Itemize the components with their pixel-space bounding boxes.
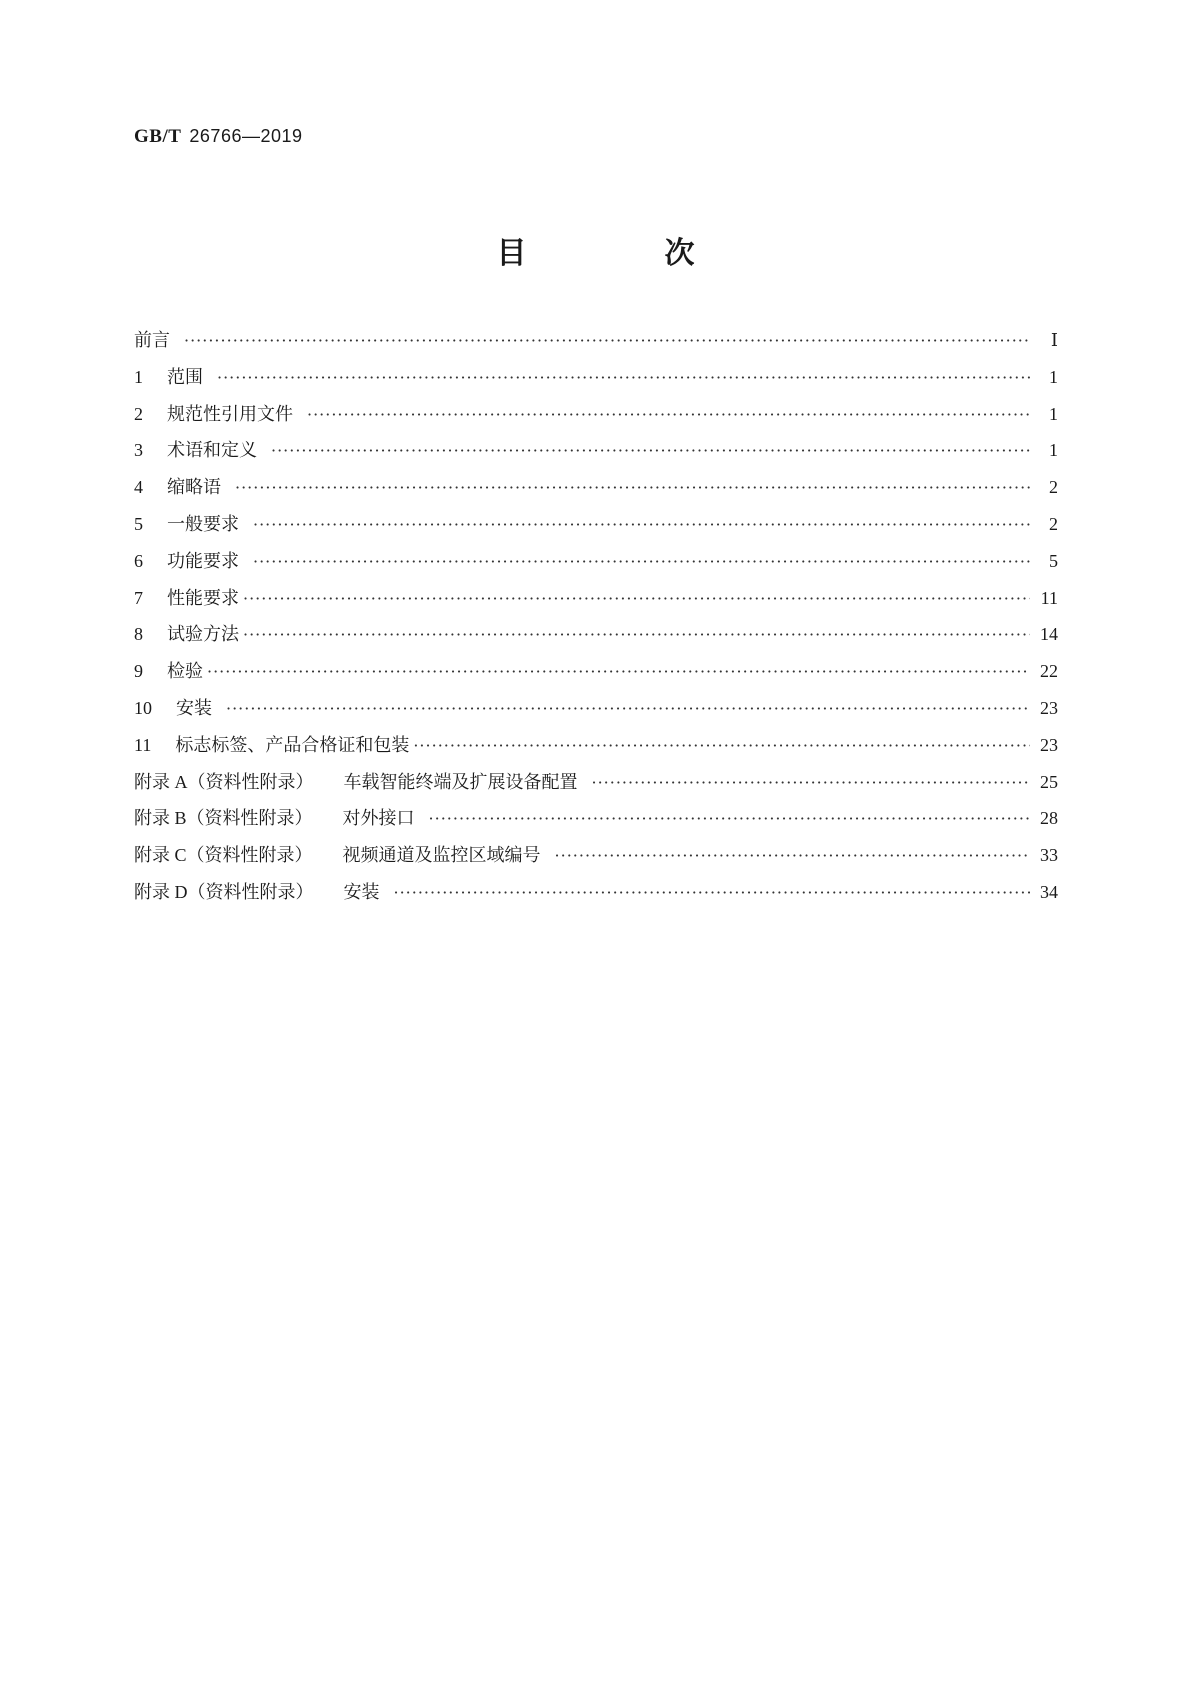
table-of-contents (134, 326, 1058, 915)
toc-entry-3[interactable] (134, 436, 1058, 473)
toc-entry-label: 检验 (167, 661, 203, 683)
dot-leader (413, 736, 1030, 755)
toc-entry-number: 1 (134, 366, 143, 387)
toc-entry-label: 一般要求 (167, 513, 239, 535)
toc-title: 目 次 (496, 236, 749, 271)
dot-leader (253, 515, 1030, 534)
toc-entry-4[interactable] (134, 473, 1058, 510)
toc-entry-2[interactable] (134, 400, 1058, 437)
standard-number: 26766—2019 (189, 126, 303, 146)
toc-entry-annex-d[interactable] (134, 878, 1058, 915)
document-identifier (134, 126, 303, 148)
dot-leader (184, 331, 1030, 350)
toc-entry-8[interactable] (134, 620, 1058, 657)
toc-entry-number: 3 (134, 440, 143, 461)
dot-leader (271, 441, 1030, 460)
toc-entry-label: 术语和定义 (167, 440, 257, 462)
toc-entry-number: 7 (134, 587, 143, 608)
toc-page-number: 2 (1049, 477, 1058, 498)
toc-entry-1[interactable] (134, 363, 1058, 400)
dot-leader (243, 625, 1030, 644)
toc-entry-number: 2 (134, 403, 143, 424)
toc-entry-7[interactable] (134, 584, 1058, 621)
toc-page-number: 28 (1040, 808, 1058, 829)
toc-entry-label: 前言 (134, 330, 170, 351)
toc-page-number: 23 (1040, 697, 1058, 718)
toc-entry-number: 8 (134, 624, 143, 645)
toc-page-number: 22 (1040, 661, 1058, 682)
toc-entry-number: 10 (134, 697, 152, 718)
toc-page-number: 25 (1040, 771, 1058, 792)
toc-entry-11[interactable] (134, 731, 1058, 768)
toc-entry-annex-c[interactable] (134, 841, 1058, 878)
standard-prefix: GB/T (134, 126, 182, 147)
toc-entry-number: 9 (134, 661, 143, 682)
toc-page-number: 5 (1049, 550, 1058, 571)
toc-page-number: 23 (1040, 734, 1058, 755)
toc-entry-number: 4 (134, 477, 143, 498)
toc-entry-foreword[interactable] (134, 326, 1058, 363)
toc-entry-5[interactable] (134, 510, 1058, 547)
toc-entry-number: 6 (134, 550, 143, 571)
dot-leader (555, 846, 1030, 865)
toc-entry-6[interactable] (134, 547, 1058, 584)
dot-leader (207, 662, 1030, 681)
dot-leader (253, 552, 1030, 571)
dot-leader (217, 368, 1030, 387)
toc-page-number: 1 (1049, 403, 1058, 424)
toc-entry-label: 规范性引用文件 (167, 403, 293, 425)
dot-leader (235, 478, 1030, 497)
toc-entry-label: 安装 (176, 697, 212, 719)
toc-annex-number: 附录 A（资料性附录） (134, 771, 314, 792)
dot-leader (226, 699, 1030, 718)
toc-page-number: 1 (1049, 366, 1058, 387)
toc-entry-label: 安装 (343, 881, 380, 903)
toc-page-number: 1 (1049, 440, 1058, 461)
toc-entry-label: 试验方法 (167, 624, 239, 646)
toc-entry-label: 功能要求 (167, 550, 239, 572)
toc-page-number: Ⅰ (1050, 330, 1058, 350)
toc-entry-9[interactable] (134, 657, 1058, 694)
toc-annex-number: 附录 C（资料性附录） (134, 845, 313, 866)
dot-leader (592, 773, 1031, 792)
toc-entry-number: 5 (134, 513, 143, 534)
toc-entry-label: 视频通道及监控区域编号 (342, 845, 541, 867)
toc-entry-label: 车载智能终端及扩展设备配置 (343, 771, 578, 793)
toc-page-number: 34 (1040, 881, 1058, 902)
toc-page-number: 33 (1040, 845, 1058, 866)
toc-annex-number: 附录 B（资料性附录） (134, 808, 313, 829)
dot-leader (243, 589, 1030, 608)
toc-entry-number: 11 (134, 734, 152, 755)
toc-entry-annex-b[interactable] (134, 804, 1058, 841)
toc-page-number: 2 (1049, 513, 1058, 534)
toc-page-number: 11 (1040, 587, 1058, 608)
toc-entry-label: 范围 (167, 366, 203, 388)
toc-entry-label: 标志标签、产品合格证和包装 (175, 734, 410, 756)
dot-leader (429, 809, 1030, 828)
toc-annex-number: 附录 D（资料性附录） (134, 881, 314, 902)
toc-entry-annex-a[interactable] (134, 768, 1058, 805)
dot-leader (307, 405, 1030, 424)
toc-entry-label: 缩略语 (167, 477, 221, 499)
toc-entry-label: 性能要求 (167, 587, 239, 609)
toc-entry-10[interactable] (134, 694, 1058, 731)
dot-leader (394, 883, 1031, 902)
toc-page-number: 14 (1040, 624, 1058, 645)
toc-entry-label: 对外接口 (342, 808, 415, 830)
